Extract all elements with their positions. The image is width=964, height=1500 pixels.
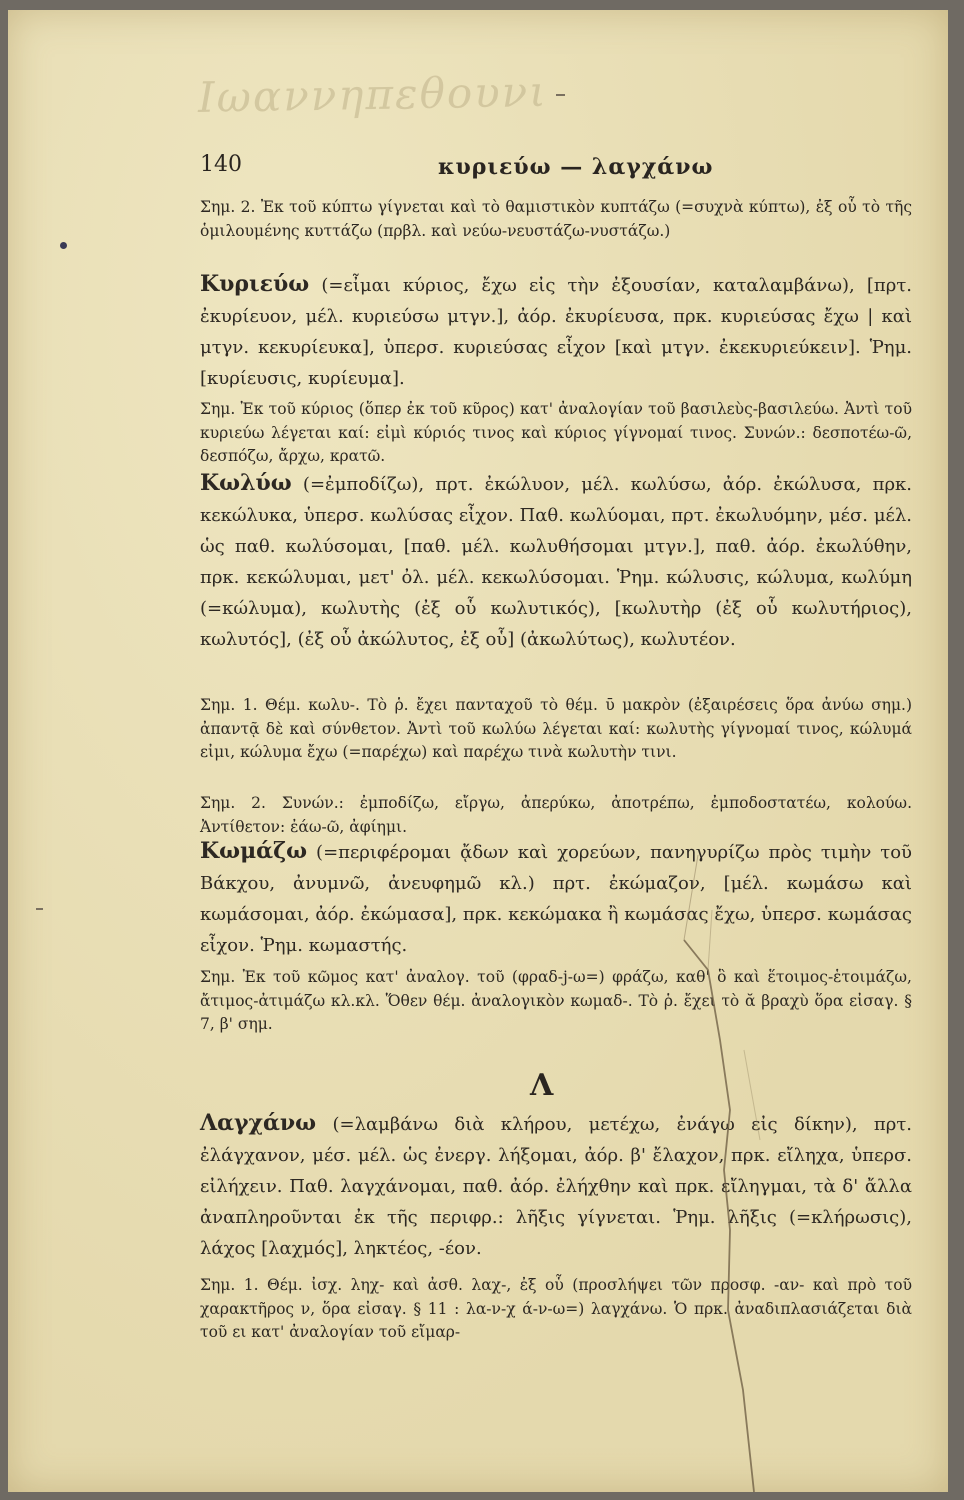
- paragraph-text: Σημ. Ἐκ τοῦ κύριος (ὅπερ ἐκ τοῦ κῦρος) κατ' ἀναλογίαν τοῦ βασιλεὺς-βασιλεύω. Ἀντὶ τοῦ κυριεύω λέγεται καί: εἰμὶ κύριός τινος καὶ κύριος γίγνομαί τινος. Συνών.: δεσποτέω-ῶ, δεσπόζω, ἄρχω, κρατῶ.: [200, 400, 912, 465]
- entry-text: (=περιφέρομαι ᾄδων καὶ χορεύων, πανηγυρίζω πρὸς τιμὴν τοῦ Βάκχου, ἀνυμνῶ, ἀνευφημῶ κλ.) πρτ. ἐκώμαζον, [μέλ. κωμάσω καὶ κωμάσομαι, ἀόρ. ἐκώμασα], πρκ. κεκώμακα ἢ κωμάσας ἔχω, ὑπερσ. κωμάσας εἶχον. Ῥημ. κωμαστής.: [200, 842, 912, 956]
- entry-headword: Κωμάζω: [200, 838, 308, 864]
- margin-mark: [36, 908, 43, 910]
- book-page: [8, 10, 948, 1492]
- paragraph-text: Σημ. 2. Συνών.: ἐμποδίζω, εἴργω, ἀπερύκω, ἀποτρέπω, ἐμποδοστατέω, κολούω. Ἀντίθετον: ἐάω-ῶ, ἀφίημι.: [200, 794, 912, 836]
- entry-headword: Λαγχάνω: [200, 1110, 317, 1136]
- ink-dot: [60, 242, 67, 249]
- running-head: κυριεύω — λαγχάνω: [438, 154, 714, 180]
- paragraph-note-lagchano: [200, 1274, 912, 1345]
- handwritten-note: Ιωαννηπεθουνι: [197, 66, 549, 123]
- entry-komazo: [200, 836, 912, 961]
- paragraph-note-kypto: [200, 196, 912, 243]
- entry-kyrieuo: [200, 269, 912, 394]
- entry-kolyo: [200, 468, 912, 655]
- paragraph-note-kolyo-2: [200, 792, 912, 839]
- paragraph-text: Σημ. Ἐκ τοῦ κῶμος κατ' ἀναλογ. τοῦ (φραδ-j-ω=) φράζω, καθ' ὃ καὶ ἕτοιμος-ἑτοιμάζω, ἄτιμος-ἀτιμάζω κλ.κλ. Ὅθεν θέμ. ἀναλογικὸν κωμαδ-. Τὸ ῥ. ἔχει τὸ ᾰ βραχὺ ὅρα εἰσαγ. § 7, β' σημ.: [200, 968, 912, 1033]
- paragraph-text: Σημ. 2. Ἐκ τοῦ κύπτω γίγνεται καὶ τὸ θαμιστικὸν κυπτάζω (=συχνὰ κύπτω), ἐξ οὗ τὸ τῆς ὁμιλουμένης κυττάζω (πρβλ. καὶ νεύω-νευστάζω-νυστάζω.): [200, 198, 912, 240]
- entry-text: (=εἶμαι κύριος, ἔχω εἰς τὴν ἐξουσίαν, καταλαμβάνω), [πρτ. ἐκυρίευον, μέλ. κυριεύσω μτγν.], ἀόρ. ἐκυρίευσα, πρκ. κυριεύσας ἔχω | καὶ μτγν. κεκυρίευκα], ὑπερσ. κυριεύσας εἶχον [καὶ μτγν. ἐκεκυριεύκειν]. Ῥημ. [κυρίευσις, κυρίευμα].: [200, 275, 912, 389]
- entry-text: (=ἐμποδίζω), πρτ. ἐκώλυον, μέλ. κωλύσω, ἀόρ. ἐκώλυσα, πρκ. κεκώλυκα, ὑπερσ. κωλύσας εἶχον. Παθ. κωλύομαι, πρτ. ἐκωλυόμην, μέσ. μέλ. ὡς παθ. κωλύσομαι, [παθ. μέλ. κωλυθήσομαι μτγν.], παθ. ἀόρ. ἐκωλύθην, πρκ. κεκώλυμαι, μετ' ὀλ. μέλ. κεκωλύσομαι. Ῥημ. κώλυσις, κώλυμα, κωλύμη (=κώλυμα), κωλυτὴς (ἐξ οὗ κωλυτικός), [κωλυτὴρ (ἐξ οὗ κωλυτήριος), κωλυτός], (ἐξ οὗ ἀκώλυτος, ἐξ οὗ] (ἀκωλύτως), κωλυτέον.: [200, 474, 912, 650]
- paragraph-note-kyrios: [200, 398, 912, 469]
- paragraph-text: Σημ. 1. Θέμ. ἰσχ. ληχ- καὶ ἀσθ. λαχ-, ἐξ οὗ (προσλήψει τῶν προσφ. -αν- καὶ πρὸ τοῦ χαρακτῆρος ν, ὅρα εἰσαγ. § 11 : λα-ν-χ ά-ν-ω=) λαγχάνω. Ὁ πρκ. ἀναδιπλασιάζεται διὰ τοῦ ει κατ' ἀναλογίαν τοῦ εἴμαρ-: [200, 1276, 912, 1341]
- entry-headword: Κωλύω: [200, 470, 292, 496]
- page-number: 140: [200, 152, 242, 177]
- entry-headword: Κυριεύω: [200, 271, 310, 297]
- paragraph-text: Σημ. 1. Θέμ. κωλυ-. Τὸ ῥ. ἔχει πανταχοῦ τὸ θέμ. ῡ μακρὸν (ἐξαιρέσεις ὅρα ἀνύω σημ.) ἀπαντᾷ δὲ καὶ σύνθετον. Ἀντὶ τοῦ κωλύω λέγεται καί: κωλυτὴς γίγνομαί τινος, κώλυμά εἰμι, κώλυμα ἔχω (=παρέχω) καὶ παρέχω τινὰ κωλυτὴν τινι.: [200, 696, 912, 761]
- paragraph-note-kolyo-1: [200, 694, 912, 765]
- margin-mark: [556, 94, 565, 96]
- entry-text: (=λαμβάνω διὰ κλήρου, μετέχω, ἐνάγω εἰς δίκην), πρτ. ἐλάγχανον, μέσ. μέλ. ὡς ἐνεργ. λήξομαι, ἀόρ. β' ἔλαχον, πρκ. εἴληχα, ὑπερσ. εἰλήχειν. Παθ. λαγχάνομαι, παθ. ἀόρ. ἐλήχθην καὶ πρκ. εἴληγμαι, τὰ δ' ἄλλα ἀναπληροῦνται ἐκ τῆς περιφρ.: λῆξις γίγνεται. Ῥημ. λῆξις (=κλήρωσις), λάχος [λαχμός], ληκτέος, -έον.: [200, 1114, 912, 1259]
- entry-lagchano: [200, 1108, 912, 1264]
- section-letter: Λ: [530, 1068, 554, 1103]
- paragraph-note-komos: [200, 966, 912, 1037]
